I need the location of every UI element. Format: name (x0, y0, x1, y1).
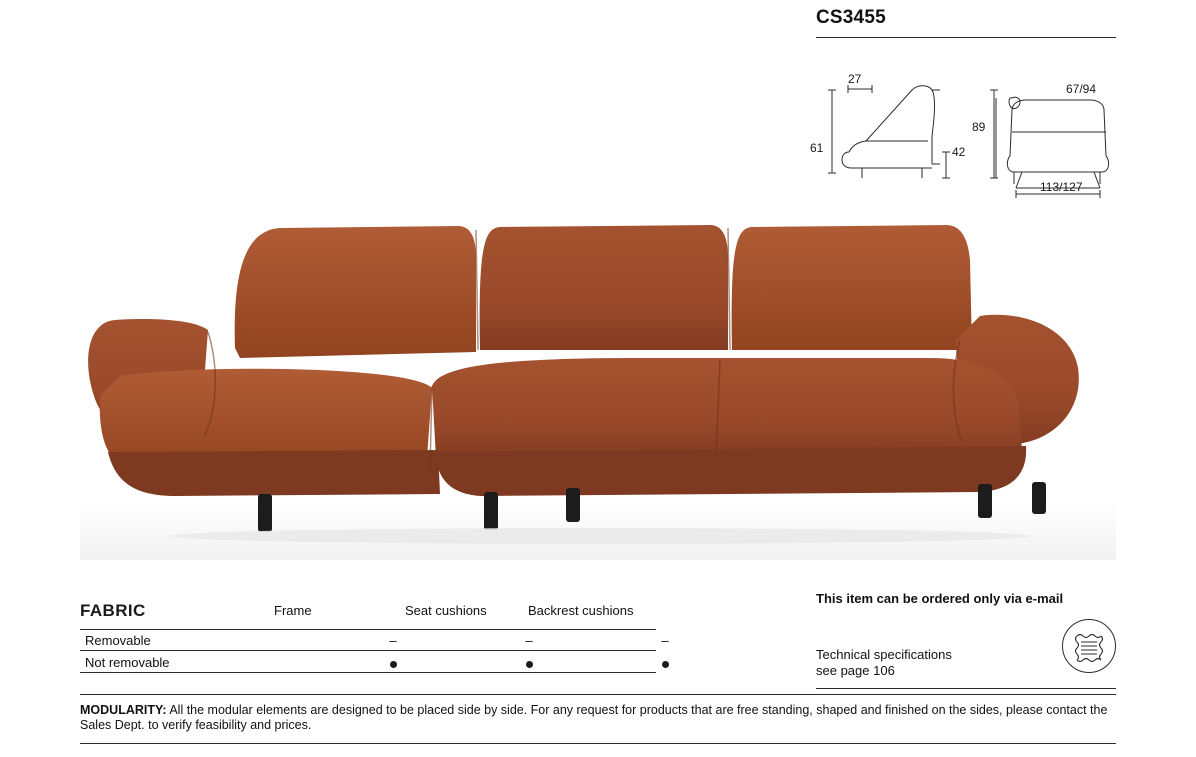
divider (80, 694, 1116, 695)
column-header-backrest-cushions: Backrest cushions (528, 603, 634, 618)
dimension-label-height-left: 61 (810, 141, 824, 155)
divider (80, 672, 656, 673)
bullet-dot-icon (390, 661, 397, 668)
tech-spec-line-2: see page 106 (816, 663, 895, 678)
divider (80, 743, 1116, 744)
order-note: This item can be ordered only via e-mail (816, 591, 1064, 606)
sofa-illustration (80, 200, 1116, 560)
table-cell-removable-frame: – (389, 633, 397, 648)
table-row-label-not-removable: Not removable (85, 655, 170, 670)
column-header-frame: Frame (274, 603, 312, 618)
dimension-label-seat-height: 42 (952, 145, 966, 159)
bullet-dot-icon (662, 661, 669, 668)
page-title: CS3455 (816, 7, 886, 28)
bullet-dot-icon (526, 661, 533, 668)
table-cell-removable-seat: – (525, 633, 533, 648)
fabric-table-title: FABRIC (80, 601, 146, 620)
divider (816, 37, 1116, 38)
modularity-note (80, 703, 1116, 733)
table-row-label-removable: Removable (85, 633, 151, 648)
fabric-swatch-icon (1062, 619, 1116, 673)
dimension-label-depth-top: 27 (848, 72, 862, 86)
dimension-label-front-depth: 67/94 (1066, 82, 1097, 96)
divider (80, 650, 656, 651)
tech-spec-line-1: Technical specifications (816, 647, 952, 662)
product-photo (80, 200, 1116, 560)
dimension-label-front-width: 113/127 (1040, 180, 1083, 194)
table-cell-not-removable-seat (509, 656, 549, 671)
column-header-seat-cushions: Seat cushions (405, 603, 487, 618)
table-cell-removable-backrest: – (661, 633, 669, 648)
technical-specifications-note (816, 647, 952, 679)
fabric-swatch-glyph (1063, 620, 1115, 672)
technical-drawings (800, 60, 1130, 210)
dimension-label-total-height: 89 (972, 120, 986, 134)
divider (80, 629, 656, 630)
product-code-block (816, 6, 1116, 38)
table-cell-not-removable-backrest (645, 656, 685, 671)
modularity-text: All the modular elements are designed to be placed side by side. For any request for products that are free standing, shaped and finished on the sides, please contact the Sales Dept. to verify feasibility and prices. (80, 703, 1108, 732)
table-cell-not-removable-frame (373, 656, 413, 671)
modularity-label: MODULARITY: (80, 703, 167, 717)
divider (816, 688, 1116, 689)
